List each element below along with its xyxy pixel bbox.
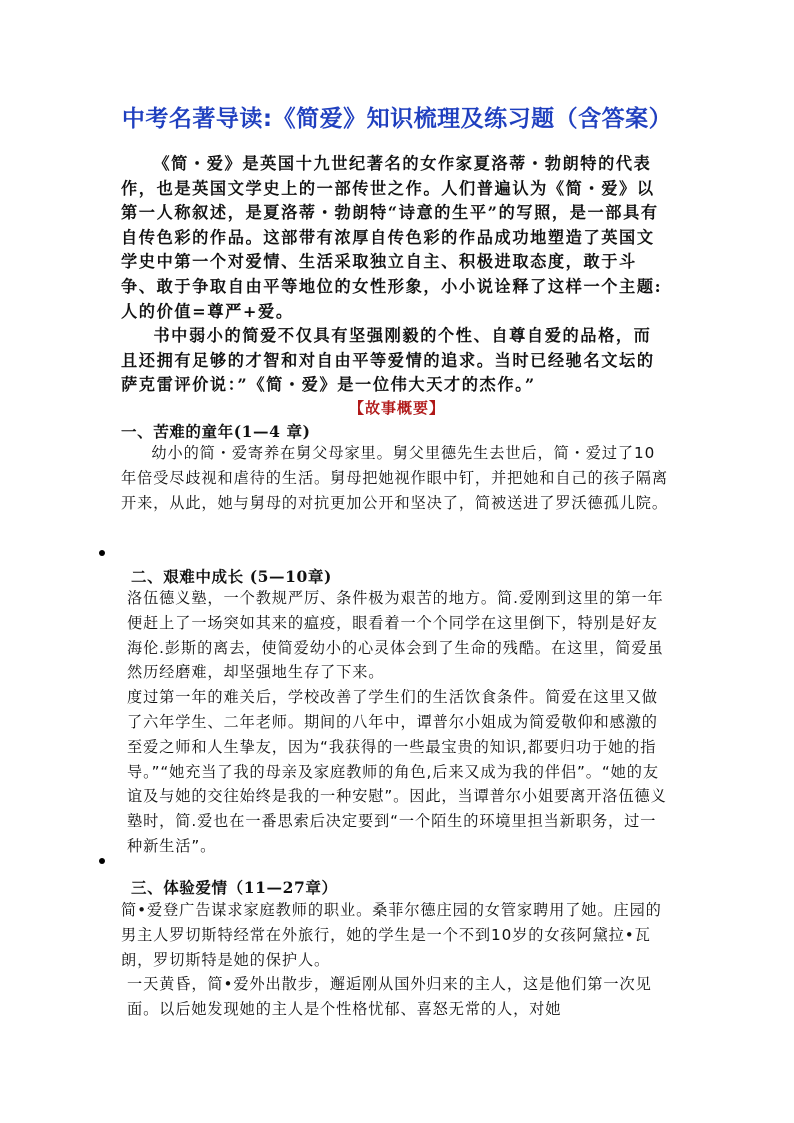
section-2-paragraph-1: 洛伍德义塾，一个教规严厉、条件极为艰苦的地方。简.爱刚到这里的第一年便赶上了一场突如其来的瘟疫，眼看着一个个同学在这里倒下，特别是好友海伦.彭斯的离去，使简爱幼小的心灵体会到了生命的残酷。在这里，简爱虽然历经磨难，却坚强地生存了下来。 bbox=[127, 589, 664, 682]
section-body-3 bbox=[121, 898, 669, 1022]
bullet-marker-2 bbox=[99, 858, 105, 864]
bullet-marker-1 bbox=[99, 550, 105, 556]
section-3-paragraph-2: 一天黄昏，简•爱外出散步，邂逅刚从国外归来的主人，这是他们第一次见面。以后她发现她的主人是个性格忧郁、喜怒无常的人，对她 bbox=[127, 975, 652, 1019]
intro-paragraph-1: 《简・爱》是英国十九世纪著名的女作家夏洛蒂・勃朗特的代表作，也是英国文学史上的一部传世之作。人们普遍认为《简・爱》以第一人称叙述，是夏洛蒂・勃朗特“诗意的生平”的写照，是一部具有自传色彩的作品。这部带有浓厚自传色彩的作品成功地塑造了英国文学史中第一个对爱情、生活采取独立自主、积极进取态度，敢于斗争、敢于争取自由平等地位的女性形象，小小说诠释了这样一个主题:人的价值=尊严+爱。 bbox=[121, 154, 663, 321]
section-heading-2: 二、艰难中成长 (5—10章) bbox=[131, 567, 332, 586]
intro-block bbox=[121, 152, 669, 398]
section-heading-3: 三、体验爱情（11—27章） bbox=[131, 878, 338, 897]
section-body-2 bbox=[127, 586, 669, 859]
intro-paragraph-2: 书中弱小的简爱不仅具有坚强刚毅的个性、自尊自爱的品格，而且还拥有足够的才智和对自由平等爱情的追求。当时已经驰名文坛的萨克雷评价说：”《简・爱》是一位伟大天才的杰作。” bbox=[121, 326, 655, 395]
section-heading-1: 一、苦难的童年(1—4 章) bbox=[121, 422, 311, 441]
document-title: 中考名著导读:《简爱》知识梳理及练习题（含答案） bbox=[121, 106, 673, 132]
summary-tag: 【故事概要】 bbox=[348, 399, 445, 417]
section-1-paragraph-1: 幼小的简・爱寄养在舅父母家里。舅父里德先生去世后，简・爱过了10年倍受尽歧视和虐待的生活。舅母把她视作眼中钉，并把她和自己的孩子隔离开来，从此，她与舅母的对抗更加公开和坚决了，简被送进了罗沃德孤儿院。 bbox=[121, 444, 668, 512]
section-body-1 bbox=[121, 441, 669, 515]
section-3-paragraph-1: 简•爱登广告谋求家庭教师的职业。桑菲尔德庄园的女管家聘用了她。庄园的男主人罗切斯特经常在外旅行，她的学生是一个不到10岁的女孩阿黛拉•瓦朗，罗切斯特是她的保护人。 bbox=[121, 901, 662, 969]
section-2-paragraph-2: 度过第一年的难关后，学校改善了学生们的生活饮食条件。简爱在这里又做了六年学生、二年老师。期间的八年中，谭普尔小姐成为简爱敬仰和感激的至爱之师和人生挚友，因为“我获得的一些最宝贵的知识,都要归功于她的指导。”“她充当了我的母亲及家庭教师的角色,后来又成为我的伴侣”。“她的友谊及与她的交往始终是我的一种安慰”。因此，当谭普尔小姐要离开洛伍德义塾时，简.爱也在一番思索后决定要到“一个陌生的环境里担当新职务，过一种新生活”。 bbox=[127, 688, 667, 855]
